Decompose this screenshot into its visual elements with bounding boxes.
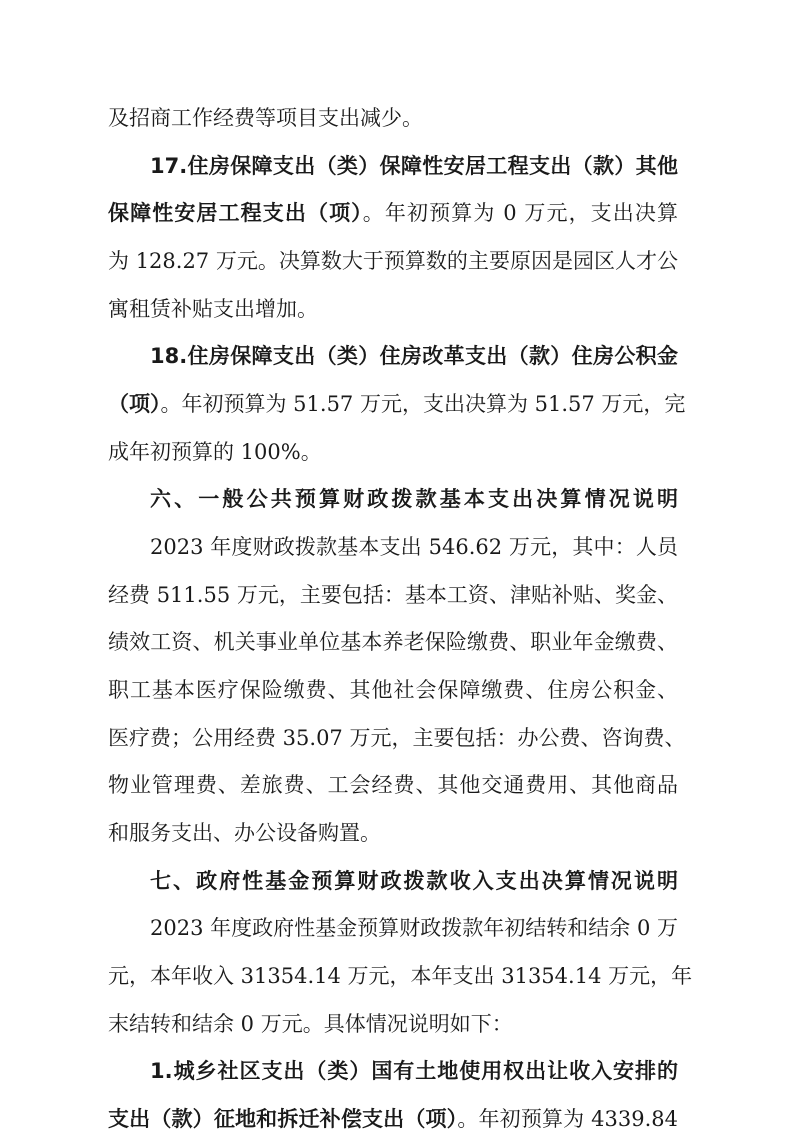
- line-text: 。年初预算为 51.57 万元，支出决算为 51.57 万元，完: [160, 392, 686, 416]
- line-text: 经费 511.55 万元，主要包括：基本工资、津贴补贴、奖金、: [108, 583, 678, 607]
- section-heading: [150, 866, 678, 896]
- paragraph-line: [108, 580, 678, 610]
- paragraph-line: [108, 723, 686, 753]
- paragraph-line: [108, 103, 678, 133]
- line-bold-text: 18.住房保障支出（类）住房改革支出（款）住房公积金: [150, 344, 678, 368]
- line-text: 寓租赁补贴支出增加。: [108, 297, 318, 321]
- paragraph-line: [108, 961, 693, 991]
- line-text: 职工基本医疗保险缴费、其他社会保障缴费、住房公积金、: [108, 678, 678, 702]
- paragraph-line: [108, 627, 678, 657]
- line-text: 。年初预算为 0 万元，支出决算: [362, 201, 679, 225]
- line-bold-text: （项）: [108, 392, 161, 416]
- line-bold-text: 1.城乡社区支出（类）国有土地使用权出让收入安排的: [150, 1059, 678, 1083]
- paragraph-heading: [150, 341, 678, 371]
- line-text: 及招商工作经费等项目支出减少。: [108, 106, 423, 130]
- paragraph-line: [108, 770, 678, 800]
- line-text: 医疗费；公用经费 35.07 万元，主要包括：办公费、咨询费、: [108, 726, 686, 750]
- paragraph-line: [108, 675, 678, 705]
- paragraph-line: [108, 1104, 678, 1134]
- line-text: 2023 年度财政拨款基本支出 546.62 万元，其中：人员: [150, 535, 678, 559]
- paragraph-line: [108, 389, 686, 419]
- section-heading: [150, 484, 678, 514]
- line-text: 末结转和结余 0 万元。具体情况说明如下：: [108, 1012, 513, 1036]
- line-bold-text: 17.住房保障支出（类）保障性安居工程支出（款）其他: [150, 154, 678, 178]
- line-text: 物业管理费、差旅费、工会经费、其他交通费用、其他商品: [108, 773, 678, 797]
- paragraph-line: [108, 437, 678, 467]
- line-text: 为 128.27 万元。决算数大于预算数的主要原因是园区人才公: [108, 249, 678, 273]
- line-text: 元，本年收入 31354.14 万元，本年支出 31354.14 万元，年: [108, 964, 693, 988]
- line-text: 。年初预算为 4339.84: [457, 1107, 679, 1131]
- line-bold-text: 保障性安居工程支出（项）: [108, 201, 363, 225]
- paragraph-line: [108, 818, 678, 848]
- paragraph-line: [108, 294, 678, 324]
- paragraph-heading: [150, 1056, 678, 1086]
- paragraph-heading: [150, 151, 678, 181]
- line-text: 2023 年度政府性基金预算财政拨款年初结转和结余 0 万: [150, 916, 678, 940]
- line-text: 和服务支出、办公设备购置。: [108, 821, 381, 845]
- line-text: 绩效工资、机关事业单位基本养老保险缴费、职业年金缴费、: [108, 630, 678, 654]
- paragraph-line: [108, 198, 678, 228]
- section-heading-text: 七、政府性基金预算财政拨款收入支出决算情况说明: [150, 869, 678, 893]
- paragraph-line: [150, 532, 678, 562]
- line-text: 成年初预算的 100%。: [108, 440, 322, 464]
- paragraph-line: [108, 246, 678, 276]
- line-bold-text: 支出（款）征地和拆迁补偿支出（项）: [108, 1107, 458, 1131]
- paragraph-line: [150, 913, 678, 943]
- paragraph-line: [108, 1009, 678, 1039]
- section-heading-text: 六、一般公共预算财政拨款基本支出决算情况说明: [150, 487, 678, 511]
